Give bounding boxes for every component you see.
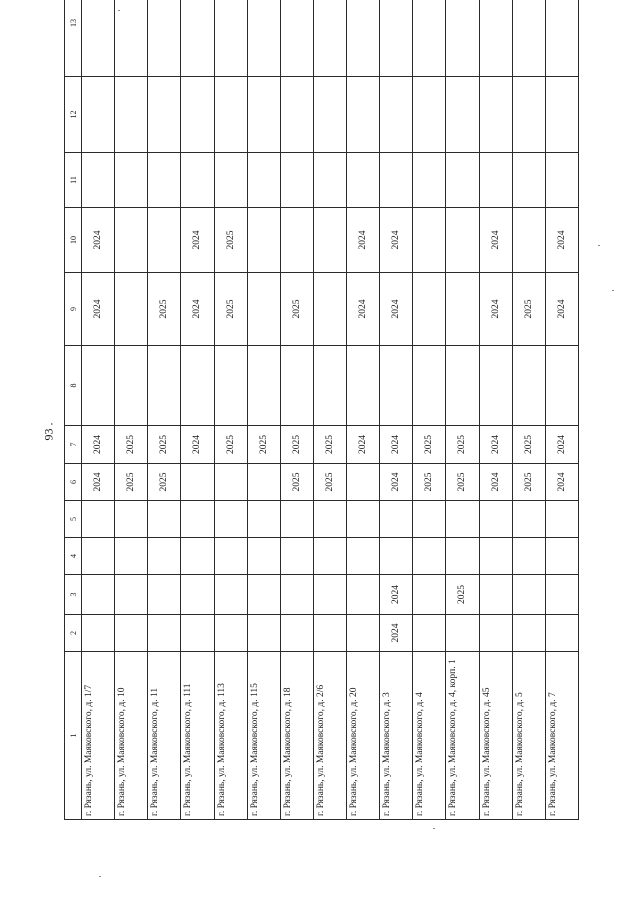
year-cell bbox=[148, 346, 181, 426]
year-cell bbox=[545, 346, 578, 426]
year-cell bbox=[479, 575, 512, 615]
year-cell: 2025 bbox=[512, 426, 545, 464]
year-cell: 2024 bbox=[479, 426, 512, 464]
year-cell bbox=[115, 346, 148, 426]
year-cell bbox=[413, 273, 446, 346]
table-row bbox=[479, 0, 512, 820]
year-cell bbox=[181, 464, 214, 501]
address-cell: г. Рязань, ул. Маяковского, д. 2/6 bbox=[313, 652, 346, 820]
year-cell: 2025 bbox=[313, 464, 346, 501]
column-header: 2 bbox=[65, 615, 82, 652]
column-header: 4 bbox=[65, 538, 82, 575]
table-row bbox=[148, 0, 181, 820]
year-cell bbox=[148, 0, 181, 77]
year-cell bbox=[313, 615, 346, 652]
year-cell bbox=[214, 615, 247, 652]
year-cell: 2024 bbox=[545, 273, 578, 346]
year-cell: 2024 bbox=[479, 273, 512, 346]
year-cell bbox=[247, 615, 280, 652]
year-cell: 2025 bbox=[313, 426, 346, 464]
year-cell bbox=[479, 346, 512, 426]
year-cell: 2025 bbox=[413, 426, 446, 464]
year-cell bbox=[181, 538, 214, 575]
table-row bbox=[512, 0, 545, 820]
year-cell bbox=[82, 501, 115, 538]
year-cell bbox=[247, 77, 280, 153]
year-cell bbox=[280, 538, 313, 575]
year-cell bbox=[247, 575, 280, 615]
year-cell bbox=[82, 346, 115, 426]
address-cell: г. Рязань, ул. Маяковского, д. 113 bbox=[214, 652, 247, 820]
address-cell: г. Рязань, ул. Маяковского, д. 4 bbox=[413, 652, 446, 820]
table-row bbox=[545, 0, 578, 820]
year-cell bbox=[247, 0, 280, 77]
year-cell bbox=[115, 538, 148, 575]
year-cell bbox=[82, 538, 115, 575]
year-cell: 2025 bbox=[512, 273, 545, 346]
table-row bbox=[181, 0, 214, 820]
column-header: 11 bbox=[65, 153, 82, 208]
repair-schedule-table bbox=[64, 0, 579, 820]
year-cell bbox=[413, 538, 446, 575]
year-cell: 2024 bbox=[545, 464, 578, 501]
table-header-row bbox=[65, 0, 82, 820]
year-cell bbox=[214, 501, 247, 538]
year-cell: 2025 bbox=[446, 575, 479, 615]
table-row bbox=[413, 0, 446, 820]
year-cell: 2024 bbox=[545, 208, 578, 273]
year-cell bbox=[313, 153, 346, 208]
year-cell bbox=[247, 538, 280, 575]
year-cell: 2024 bbox=[380, 464, 413, 501]
year-cell bbox=[446, 346, 479, 426]
table-body bbox=[82, 0, 579, 820]
year-cell bbox=[148, 77, 181, 153]
year-cell bbox=[347, 615, 380, 652]
year-cell bbox=[446, 0, 479, 77]
year-cell bbox=[247, 208, 280, 273]
year-cell: 2024 bbox=[347, 208, 380, 273]
year-cell bbox=[115, 575, 148, 615]
year-cell bbox=[347, 346, 380, 426]
year-cell bbox=[512, 208, 545, 273]
year-cell: 2024 bbox=[82, 464, 115, 501]
year-cell: 2025 bbox=[280, 464, 313, 501]
year-cell bbox=[347, 464, 380, 501]
year-cell: 2025 bbox=[214, 273, 247, 346]
table-row bbox=[280, 0, 313, 820]
column-header: 7 bbox=[65, 426, 82, 464]
year-cell bbox=[280, 0, 313, 77]
year-cell bbox=[347, 538, 380, 575]
year-cell bbox=[347, 77, 380, 153]
year-cell bbox=[347, 575, 380, 615]
year-cell bbox=[280, 153, 313, 208]
year-cell: 2025 bbox=[148, 426, 181, 464]
year-cell bbox=[181, 0, 214, 77]
year-cell bbox=[247, 153, 280, 208]
column-header: 3 bbox=[65, 575, 82, 615]
address-cell: г. Рязань, ул. Маяковского, д. 111 bbox=[181, 652, 214, 820]
table-row bbox=[115, 0, 148, 820]
year-cell bbox=[313, 273, 346, 346]
year-cell bbox=[148, 615, 181, 652]
year-cell: 2025 bbox=[214, 426, 247, 464]
year-cell bbox=[115, 0, 148, 77]
year-cell bbox=[413, 0, 446, 77]
year-cell bbox=[148, 208, 181, 273]
table-row bbox=[446, 0, 479, 820]
column-header: 13 bbox=[65, 0, 82, 77]
year-cell bbox=[148, 538, 181, 575]
table-row bbox=[82, 0, 115, 820]
year-cell bbox=[413, 346, 446, 426]
year-cell: 2024 bbox=[380, 575, 413, 615]
address-cell: г. Рязань, ул. Маяковского, д. 10 bbox=[115, 652, 148, 820]
year-cell bbox=[380, 0, 413, 77]
year-cell bbox=[413, 615, 446, 652]
year-cell bbox=[512, 77, 545, 153]
year-cell bbox=[413, 153, 446, 208]
year-cell: 2024 bbox=[82, 426, 115, 464]
address-cell: г. Рязань, ул. Маяковского, д. 5 bbox=[512, 652, 545, 820]
year-cell bbox=[280, 77, 313, 153]
year-cell bbox=[115, 77, 148, 153]
year-cell bbox=[545, 615, 578, 652]
year-cell: 2024 bbox=[347, 426, 380, 464]
year-cell bbox=[446, 273, 479, 346]
year-cell bbox=[181, 501, 214, 538]
year-cell bbox=[413, 501, 446, 538]
year-cell bbox=[313, 0, 346, 77]
year-cell: 2024 bbox=[479, 208, 512, 273]
year-cell bbox=[115, 153, 148, 208]
year-cell bbox=[313, 77, 346, 153]
year-cell bbox=[545, 77, 578, 153]
year-cell bbox=[82, 77, 115, 153]
year-cell bbox=[313, 208, 346, 273]
year-cell bbox=[512, 615, 545, 652]
year-cell bbox=[82, 615, 115, 652]
scan-speck bbox=[118, 10, 120, 11]
table-row bbox=[313, 0, 346, 820]
year-cell bbox=[446, 77, 479, 153]
year-cell: 2024 bbox=[181, 426, 214, 464]
year-cell bbox=[148, 501, 181, 538]
year-cell: 2025 bbox=[512, 464, 545, 501]
rotated-table-area bbox=[64, 19, 579, 820]
year-cell: 2024 bbox=[82, 273, 115, 346]
table-row bbox=[247, 0, 280, 820]
year-cell bbox=[380, 501, 413, 538]
scan-speck bbox=[99, 876, 101, 877]
year-cell bbox=[380, 153, 413, 208]
year-cell bbox=[115, 208, 148, 273]
year-cell bbox=[446, 501, 479, 538]
address-cell: г. Рязань, ул. Маяковского, д. 18 bbox=[280, 652, 313, 820]
year-cell bbox=[446, 615, 479, 652]
year-cell bbox=[313, 346, 346, 426]
table-row bbox=[380, 0, 413, 820]
year-cell bbox=[347, 0, 380, 77]
year-cell bbox=[115, 615, 148, 652]
table-row bbox=[347, 0, 380, 820]
year-cell: 2025 bbox=[280, 426, 313, 464]
year-cell bbox=[214, 575, 247, 615]
table-container bbox=[64, 19, 579, 820]
year-cell bbox=[247, 273, 280, 346]
year-cell bbox=[214, 77, 247, 153]
year-cell: 2024 bbox=[380, 615, 413, 652]
column-header: 12 bbox=[65, 77, 82, 153]
column-header: 9 bbox=[65, 273, 82, 346]
year-cell: 2024 bbox=[347, 273, 380, 346]
year-cell bbox=[479, 0, 512, 77]
column-header: 5 bbox=[65, 501, 82, 538]
year-cell bbox=[512, 538, 545, 575]
year-cell bbox=[313, 538, 346, 575]
year-cell bbox=[545, 153, 578, 208]
year-cell: 2025 bbox=[148, 273, 181, 346]
page-number: 93 . bbox=[41, 422, 56, 441]
year-cell bbox=[446, 153, 479, 208]
year-cell bbox=[380, 538, 413, 575]
year-cell bbox=[413, 575, 446, 615]
year-cell: 2024 bbox=[181, 208, 214, 273]
year-cell bbox=[280, 346, 313, 426]
year-cell bbox=[82, 575, 115, 615]
year-cell bbox=[280, 501, 313, 538]
year-cell: 2025 bbox=[446, 426, 479, 464]
year-cell: 2024 bbox=[380, 208, 413, 273]
year-cell bbox=[313, 501, 346, 538]
year-cell: 2025 bbox=[115, 426, 148, 464]
address-cell: г. Рязань, ул. Маяковского, д. 4, корп. 1 bbox=[446, 652, 479, 820]
year-cell bbox=[181, 615, 214, 652]
year-cell: 2025 bbox=[247, 426, 280, 464]
year-cell: 2024 bbox=[82, 208, 115, 273]
year-cell bbox=[214, 153, 247, 208]
year-cell bbox=[280, 575, 313, 615]
year-cell bbox=[280, 615, 313, 652]
year-cell bbox=[479, 501, 512, 538]
year-cell: 2025 bbox=[280, 273, 313, 346]
table-row bbox=[214, 0, 247, 820]
column-header: 1 bbox=[65, 652, 82, 820]
address-cell: г. Рязань, ул. Маяковского, д. 11 bbox=[148, 652, 181, 820]
address-cell: г. Рязань, ул. Маяковского, д. 7 bbox=[545, 652, 578, 820]
year-cell bbox=[214, 0, 247, 77]
year-cell bbox=[545, 575, 578, 615]
year-cell bbox=[82, 153, 115, 208]
address-cell: г. Рязань, ул. Маяковского, д. 3 bbox=[380, 652, 413, 820]
address-cell: г. Рязань, ул. Маяковского, д. 45 bbox=[479, 652, 512, 820]
column-header: 8 bbox=[65, 346, 82, 426]
scan-speck bbox=[612, 290, 614, 291]
year-cell bbox=[148, 575, 181, 615]
year-cell bbox=[512, 153, 545, 208]
year-cell bbox=[413, 77, 446, 153]
scan-speck bbox=[598, 245, 600, 246]
year-cell bbox=[512, 346, 545, 426]
year-cell bbox=[181, 77, 214, 153]
year-cell: 2024 bbox=[380, 273, 413, 346]
year-cell bbox=[545, 538, 578, 575]
year-cell bbox=[247, 501, 280, 538]
year-cell: 2025 bbox=[148, 464, 181, 501]
year-cell bbox=[413, 208, 446, 273]
year-cell bbox=[347, 153, 380, 208]
year-cell bbox=[148, 153, 181, 208]
year-cell bbox=[479, 153, 512, 208]
year-cell: 2025 bbox=[413, 464, 446, 501]
year-cell bbox=[545, 501, 578, 538]
year-cell bbox=[512, 501, 545, 538]
year-cell: 2024 bbox=[545, 426, 578, 464]
year-cell bbox=[479, 615, 512, 652]
column-header: 6 bbox=[65, 464, 82, 501]
year-cell bbox=[479, 538, 512, 575]
year-cell bbox=[181, 575, 214, 615]
address-cell: г. Рязань, ул. Маяковского, д. 20 bbox=[347, 652, 380, 820]
year-cell bbox=[214, 464, 247, 501]
year-cell bbox=[446, 538, 479, 575]
year-cell bbox=[280, 208, 313, 273]
address-cell: г. Рязань, ул. Маяковского, д. 115 bbox=[247, 652, 280, 820]
year-cell bbox=[181, 346, 214, 426]
year-cell bbox=[313, 575, 346, 615]
year-cell: 2024 bbox=[181, 273, 214, 346]
column-header: 10 bbox=[65, 208, 82, 273]
year-cell bbox=[115, 501, 148, 538]
year-cell bbox=[181, 153, 214, 208]
year-cell bbox=[512, 0, 545, 77]
year-cell: 2025 bbox=[446, 464, 479, 501]
year-cell bbox=[214, 346, 247, 426]
year-cell bbox=[247, 346, 280, 426]
year-cell bbox=[446, 208, 479, 273]
year-cell bbox=[380, 346, 413, 426]
year-cell bbox=[545, 0, 578, 77]
year-cell bbox=[247, 464, 280, 501]
year-cell: 2025 bbox=[115, 464, 148, 501]
year-cell bbox=[479, 77, 512, 153]
scan-speck bbox=[433, 828, 435, 829]
address-cell: г. Рязань, ул. Маяковского, д. 1/7 bbox=[82, 652, 115, 820]
year-cell bbox=[115, 273, 148, 346]
year-cell bbox=[512, 575, 545, 615]
year-cell bbox=[380, 77, 413, 153]
year-cell bbox=[82, 0, 115, 77]
year-cell bbox=[347, 501, 380, 538]
year-cell: 2024 bbox=[479, 464, 512, 501]
year-cell: 2025 bbox=[214, 208, 247, 273]
year-cell bbox=[214, 538, 247, 575]
year-cell: 2024 bbox=[380, 426, 413, 464]
